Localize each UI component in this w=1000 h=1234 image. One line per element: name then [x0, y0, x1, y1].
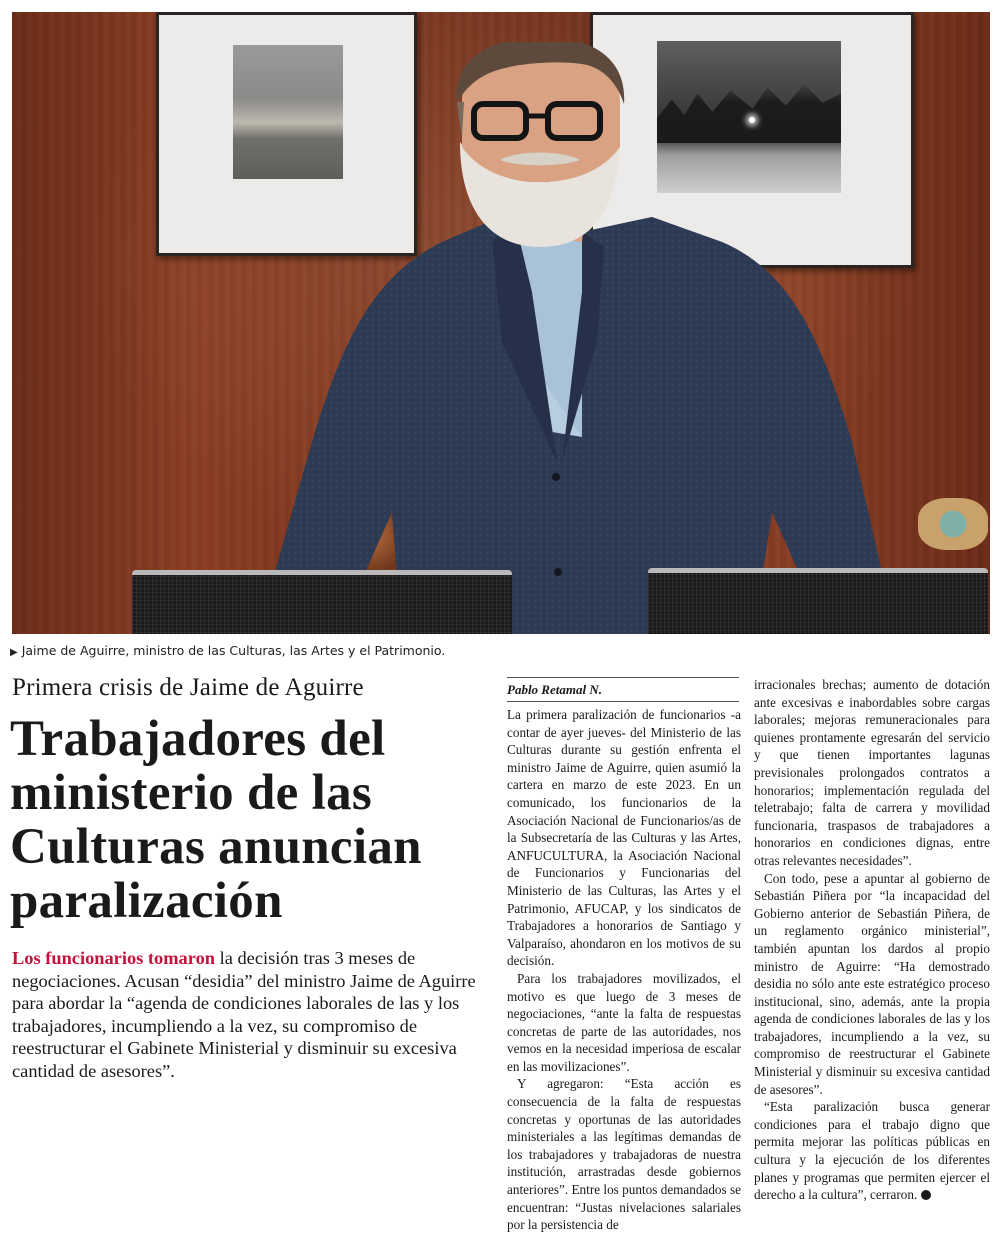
body-paragraph: Con todo, pese a apuntar al gobierno de Sebastián Piñera por “la incapacidad del Gobierno anterior de Sebastián Piñera, de un reglamento orgánico ministerial”, también apuntan los dardos al propio ministro de Aguirre: “Ha demostrado desidia no sólo ante este estratégico proceso institucional, sino, además, ante la propia agenda de condiciones laborales de las y los trabajadores, incumpliendo a la vez, su compromiso de reestructurar el Gabinete Ministerial y disminuir su excesiva cantidad de asesores”.: [754, 870, 990, 1097]
article-byline: Pablo Retamal N.: [507, 677, 739, 702]
body-column-middle: [507, 706, 741, 1234]
lead-text: la decisión tras 3 meses de negociaciones. Acusan “desidia” del ministro Jaime de Aguirre para abordar la “agenda de condiciones laborales de las y los trabajadores, incumpliendo a la vez, su compromiso de reestructurar el Gabinete Ministerial y disminuir su excesiva cantidad de asesores”.: [12, 948, 476, 1081]
body-paragraph: irracionales brechas; aumento de dotación ante excesivas e inabordables sobre cargas laborales; mejoras remuneracionales para quienes prontamente egresarán del servicio y que tienen importantes lagunas previsionales prolongados contratos a honorarios; implementación regulada del teletrabajo; falta de carrera y movilidad funcionaria, traspasos de trabajadores a honorarios en condiciones dignas, entre otras relevantes necesidades”.: [754, 677, 990, 868]
body-paragraph: La primera paralización de funcionarios -a contar de ayer jueves- del Ministerio de las Culturas durante su gestión enfrenta el ministro Jaime de Aguirre, quien asumió la cartera en marzo de este 2023. En un comunicado, los funcionarios de la Asociación Nacional de Funcionarios/as de la Subsecretaría de las Culturas y las Artes, ANFUCULTURA, la Asociación Nacional de Funcionarios y Funcionarias del Ministerio de las Culturas, las Artes y el Patrimonio, AFUCAP, y los sindicatos de Trabajadores a honorarios de Santiago y Valparaíso, ahondaron en los motivos de su decisión.: [507, 707, 741, 969]
end-of-article-icon: [921, 1190, 931, 1200]
body-paragraph-text: “Esta paralización busca generar condiciones para el trabajo digno que permita mejorar las políticas públicas en cultura y la ejecución de los diferentes planes y programas que permiten ejercer el derecho a la cultura”, cerraron.: [754, 1099, 990, 1203]
minister-portrait: [252, 42, 902, 634]
article-lead: [12, 947, 497, 1083]
headline-line: ministerio de las: [10, 765, 373, 821]
headline-line: Trabajadores del: [10, 711, 386, 767]
caption-text: Jaime de Aguirre, ministro de las Culturas, las Artes y el Patrimonio.: [21, 643, 446, 658]
body-paragraph: Y agregaron: “Esta acción es consecuencia de la falta de respuestas concretas y oportunas de las autoridades ministeriales a las legítimas demandas de los trabajadores y trabajadoras de nuestra institución, arrastradas desde gobiernos anteriores”. Entre los puntos demandados se encuentran: “Justas nivelaciones salariales por la persistencia de: [507, 1076, 741, 1233]
article-headline: [10, 712, 490, 928]
caption-marker-icon: ▶: [10, 647, 18, 658]
chair-right: [648, 568, 988, 634]
article-photo: [12, 12, 990, 634]
lead-highlight: Los funcionarios tomaron: [12, 948, 215, 968]
body-column-right: [754, 676, 990, 1204]
article-kicker: Primera crisis de Jaime de Aguirre: [12, 674, 364, 701]
body-paragraph: Para los trabajadores movilizados, el motivo es que luego de 3 meses de negociaciones, “ante la falta de respuestas concretas de parte de las autoridades, nos vemos en la necesidad imperiosa de escalar en las movilizaciones”.: [507, 970, 741, 1074]
chair-left: [132, 570, 512, 634]
headline-line: paralización: [10, 873, 283, 929]
photo-caption: [10, 643, 445, 658]
desk-ornament: [918, 498, 988, 550]
body-paragraph-last: [754, 1098, 990, 1204]
headline-line: Culturas anuncian: [10, 819, 422, 875]
